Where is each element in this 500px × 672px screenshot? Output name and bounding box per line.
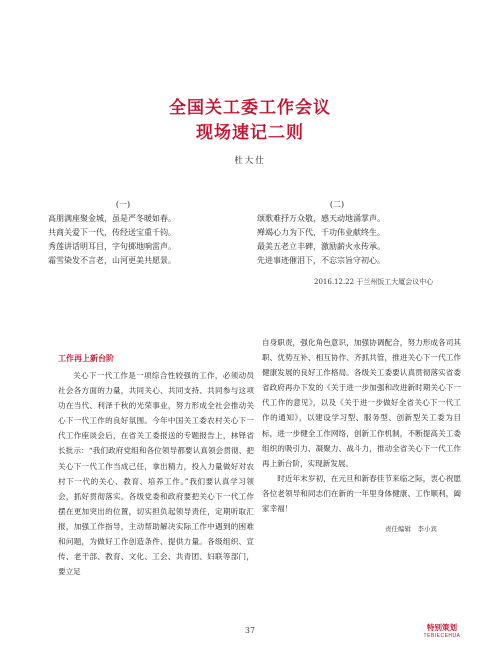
poem-two-line: 颂歌难抒万众敬，感天动地涌掌声。 bbox=[257, 214, 385, 223]
poem-one bbox=[48, 198, 248, 268]
body-paragraph: 时近年末岁初，在元旦和新春佳节来临之际，衷心祝愿各位老领导和同志们在新的一年里身体健康、工作顺利，阖家幸福！ bbox=[262, 473, 461, 514]
section-brand-label: 特别策划 bbox=[427, 623, 457, 632]
article-title-line-1: 全国关工委工作会议 bbox=[169, 98, 331, 118]
poem-one-line: 高朋满座聚金城，虽是严冬暖如春。 bbox=[48, 214, 176, 223]
section-heading: 工作再上新台阶 bbox=[58, 353, 114, 363]
section-brand-pinyin: TEBIECEHUA bbox=[423, 633, 461, 639]
poem-two-line: 最美五老立丰碑，激励薪火永传承。 bbox=[257, 242, 385, 251]
poem-one-line: 秀莲讲话明耳目，字句掷地响雷声。 bbox=[48, 242, 176, 251]
poem-two-line: 殚竭心力为下代，千功伟业献终生。 bbox=[257, 228, 385, 237]
poem-two bbox=[257, 198, 457, 268]
poem-date-location: 2016.12.22 于兰州饭工大厦会议中心 bbox=[314, 278, 434, 286]
poem-one-line: 共商关爱下一代，传经送宝重千钧。 bbox=[48, 228, 176, 237]
body-paragraph: 自身职责，强化角色意识，加强协调配合，努力形成各司其职、优势互补、相互协作、齐抓共管，推进关心下一代工作健康发展的良好工作格局。各级关工委要认真贯彻落实省委省政府再办下发的《关于进一步加强和改进新时期关心下一代工作的意见》，以及《关于进一步做好全省关心下一代工作的通知》，以建设学习型、服务型、创新型关工委为目标，进一步健全工作网络，创新工作机制，不断提高关工委组织的吸引力、凝聚力、战斗力，推动全省关心下一代工作再上新台阶，实现新发展。 bbox=[262, 338, 461, 468]
article-right-column bbox=[262, 335, 461, 516]
article-left-column bbox=[58, 350, 254, 579]
article-title-line-2: 现场速记二则 bbox=[196, 123, 304, 143]
poem-one-line: 霜雪染发不言老，山河更美共愿景。 bbox=[48, 256, 176, 265]
poem-one-heading: (一) bbox=[115, 200, 131, 209]
poem-two-heading: (二) bbox=[329, 200, 345, 209]
editor-credit: 责任编辑 李小宾 bbox=[385, 525, 437, 533]
poem-two-line: 先进事迹催泪下，不忘宗旨守初心。 bbox=[257, 256, 385, 265]
body-paragraph: 关心下一代工作是一项综合性较强的工作，必须动员社会各方面的力量，共同关心、共同支持、共同参与这项功在当代、利泽千秋的光荣事业，努力形成全社会推动关心下一代工作的良好氛围。今年中国关工委农村关心下一代工作座谈会后，在省关工委报送的专题报告上，林铎省长批示：“我们政府党组和各位领导都要认真领会贯彻、把关心下一代工作当成己任，拿出精力，投入力量做好对农村下一代的关心、教育、培养工作。”我们要认真学习领会，抓好贯彻落实。各级党委和政府要把关心下一代工作摆在更加突出的位置，切实担负起领导责任，定期听取汇报，加强工作指导，主动帮助解决实际工作中遇到的困难和问题，为做好工作创造条件、提供力量。各级组织、宣传、老干部、教育、文化、工会、共青团、妇联等部门，要立足 bbox=[58, 371, 254, 577]
page-number: 37 bbox=[244, 626, 256, 635]
author-name: 杜大仕 bbox=[234, 156, 266, 166]
section-brand bbox=[412, 622, 472, 639]
